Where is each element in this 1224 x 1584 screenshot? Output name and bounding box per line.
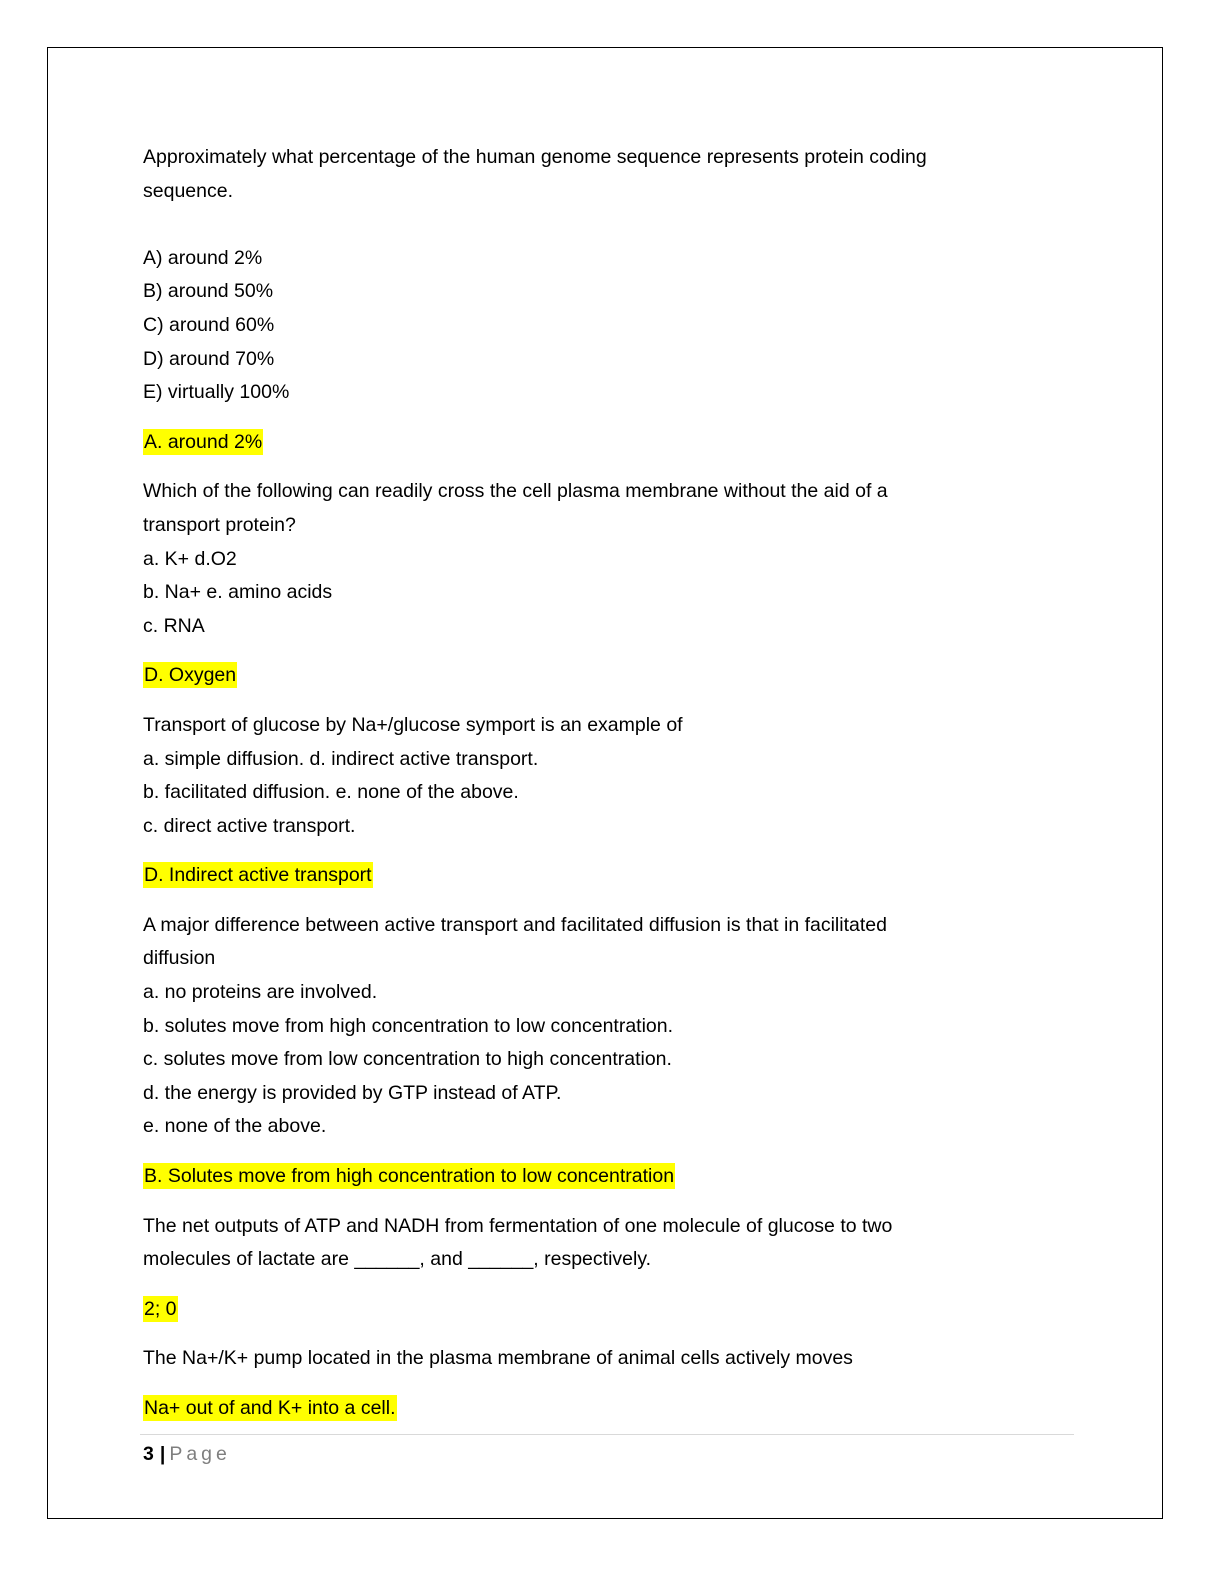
question-text: transport protein?	[143, 513, 296, 536]
answer-option: d. the energy is provided by GTP instead of ATP.	[143, 1081, 562, 1104]
answer-option: C) around 60%	[143, 313, 275, 336]
question-text: Transport of glucose by Na+/glucose symport is an example of	[143, 713, 683, 736]
answer-option: a. simple diffusion. d. indirect active transport.	[143, 747, 539, 770]
question-text: The net outputs of ATP and NADH from fermentation of one molecule of glucose to two	[143, 1214, 893, 1237]
answer-option: b. facilitated diffusion. e. none of the above.	[143, 781, 519, 804]
question-block	[143, 709, 1078, 843]
answer-block	[143, 1293, 1078, 1327]
answer-option: c. RNA	[143, 614, 205, 637]
answer-option: E) virtually 100%	[143, 381, 290, 404]
answer-block	[143, 859, 1078, 893]
question-text: A major difference between active transport and facilitated diffusion is that in facilitated	[143, 913, 887, 936]
answer-option: c. solutes move from low concentration to high concentration.	[143, 1048, 672, 1071]
answer-option: B) around 50%	[143, 280, 274, 303]
answer-option: a. K+ d.O2	[143, 547, 237, 570]
answer-option: c. direct active transport.	[143, 814, 356, 837]
footer-separator: |	[159, 1443, 166, 1465]
question-text: Approximately what percentage of the human genome sequence represents protein coding	[143, 146, 927, 168]
question-block	[143, 1342, 1078, 1376]
answer-block	[143, 1392, 1078, 1426]
question-text: molecules of lactate are ______, and ______, respectively.	[143, 1248, 652, 1271]
answer-option: b. solutes move from high concentration to low concentration.	[143, 1014, 674, 1037]
question-block	[143, 475, 1078, 643]
answer-block	[143, 1160, 1078, 1194]
highlighted-answer: Na+ out of and K+ into a cell.	[144, 1397, 396, 1419]
footer-divider	[140, 1434, 1074, 1435]
highlighted-answer: 2; 0	[144, 1297, 177, 1320]
question-text: diffusion	[143, 947, 216, 970]
answer-option: A) around 2%	[143, 246, 263, 269]
question-text: Which of the following can readily cross the cell plasma membrane without the aid of a	[143, 480, 888, 503]
answer-block	[143, 659, 1078, 693]
answer-block	[143, 426, 1078, 460]
question-block	[143, 1210, 1078, 1277]
question-text: sequence.	[143, 179, 233, 202]
question-text: The Na+/K+ pump located in the plasma membrane of animal cells actively moves	[143, 1347, 853, 1370]
highlighted-answer: A. around 2%	[144, 430, 263, 453]
page-label: Page	[169, 1443, 231, 1465]
page-number: 3	[143, 1443, 154, 1465]
answer-option: b. Na+ e. amino acids	[143, 581, 333, 604]
highlighted-answer: D. Oxygen	[144, 664, 237, 687]
document-body	[143, 141, 1078, 1426]
page-footer	[143, 1440, 231, 1468]
answer-option: D) around 70%	[143, 347, 275, 370]
highlighted-answer: B. Solutes move from high concentration to low concentration	[144, 1165, 675, 1188]
question-block	[143, 909, 1078, 1144]
highlighted-answer: D. Indirect active transport	[144, 864, 372, 887]
answer-option: e. none of the above.	[143, 1115, 327, 1138]
question-block	[143, 141, 1078, 410]
answer-option: a. no proteins are involved.	[143, 981, 378, 1004]
